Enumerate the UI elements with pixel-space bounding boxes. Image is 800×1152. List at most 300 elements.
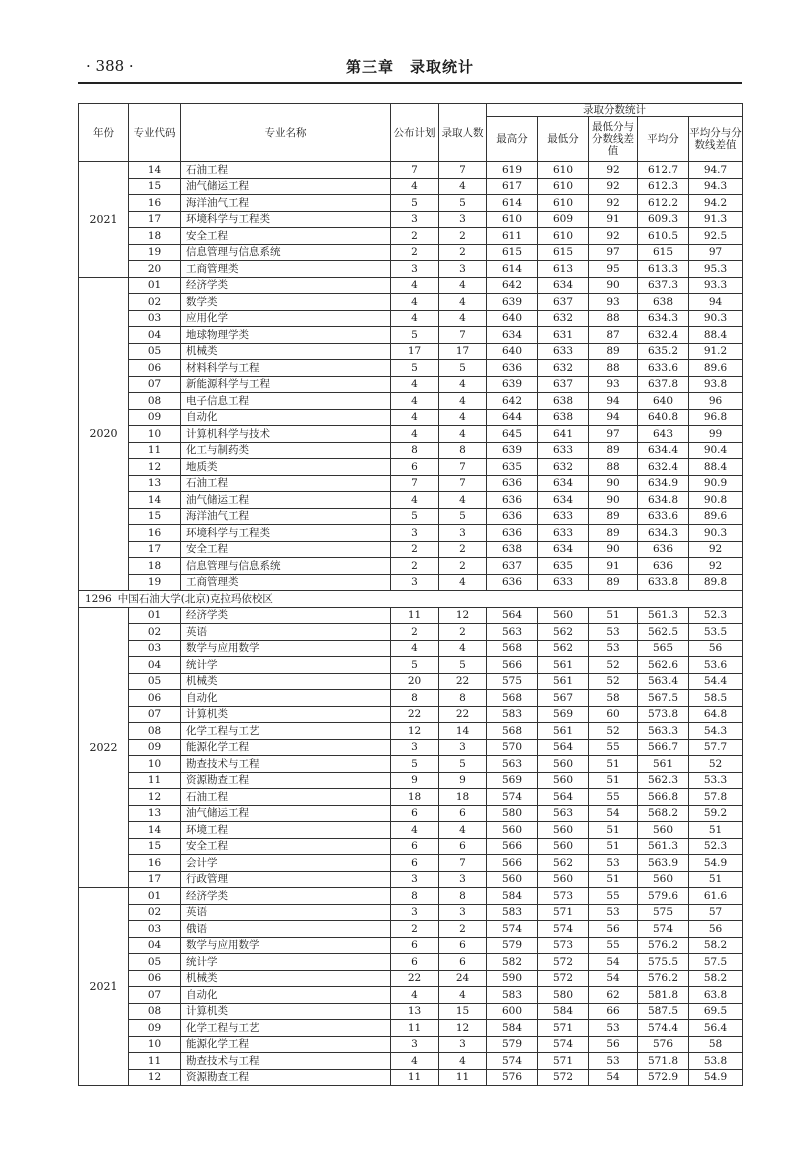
table-row <box>79 228 743 245</box>
major-code: 16 <box>129 855 181 872</box>
avg-diff: 52 <box>689 756 743 773</box>
major-name: 自动化 <box>181 987 391 1004</box>
major-name: 安全工程 <box>181 541 391 558</box>
min-score: 637 <box>538 376 589 393</box>
admitted-count: 7 <box>439 162 487 179</box>
major-name: 计算机科学与技术 <box>181 426 391 443</box>
table-row <box>79 871 743 888</box>
plan-count: 3 <box>391 525 439 542</box>
min-score: 571 <box>538 1053 589 1070</box>
major-code: 12 <box>129 459 181 476</box>
plan-count: 3 <box>391 904 439 921</box>
max-score: 637 <box>487 558 538 575</box>
max-score: 639 <box>487 442 538 459</box>
major-code: 03 <box>129 921 181 938</box>
max-score: 569 <box>487 772 538 789</box>
table-row <box>79 343 743 360</box>
min-diff: 93 <box>589 376 638 393</box>
plan-count: 22 <box>391 706 439 723</box>
table-row <box>79 310 743 327</box>
max-score: 582 <box>487 954 538 971</box>
min-score: 633 <box>538 525 589 542</box>
header-avg: 平均分 <box>638 117 689 162</box>
admitted-count: 4 <box>439 393 487 410</box>
table-row <box>79 855 743 872</box>
major-code: 15 <box>129 838 181 855</box>
major-name: 统计学 <box>181 954 391 971</box>
plan-count: 5 <box>391 508 439 525</box>
year-cell: 2020 <box>79 277 129 591</box>
min-score: 610 <box>538 178 589 195</box>
avg-diff: 53.3 <box>689 772 743 789</box>
header-min: 最低分 <box>538 117 589 162</box>
major-code: 10 <box>129 426 181 443</box>
admitted-count: 5 <box>439 360 487 377</box>
admitted-count: 6 <box>439 838 487 855</box>
min-diff: 93 <box>589 294 638 311</box>
avg-score: 634.3 <box>638 525 689 542</box>
table-row <box>79 492 743 509</box>
header-avg-diff: 平均分与分数线差值 <box>689 117 743 162</box>
header-year: 年份 <box>79 104 129 162</box>
admission-table-container <box>78 103 742 1086</box>
major-name: 英语 <box>181 904 391 921</box>
avg-score: 636 <box>638 541 689 558</box>
major-code: 06 <box>129 690 181 707</box>
max-score: 635 <box>487 459 538 476</box>
major-code: 01 <box>129 277 181 294</box>
min-score: 631 <box>538 327 589 344</box>
major-name: 油气储运工程 <box>181 492 391 509</box>
avg-diff: 51 <box>689 871 743 888</box>
table-row <box>79 822 743 839</box>
major-code: 15 <box>129 178 181 195</box>
avg-score: 568.2 <box>638 805 689 822</box>
min-score: 634 <box>538 541 589 558</box>
plan-count: 4 <box>391 178 439 195</box>
max-score: 614 <box>487 195 538 212</box>
major-code: 13 <box>129 475 181 492</box>
plan-count: 4 <box>391 822 439 839</box>
major-name: 能源化学工程 <box>181 1036 391 1053</box>
avg-score: 560 <box>638 822 689 839</box>
table-row <box>79 624 743 641</box>
max-score: 566 <box>487 838 538 855</box>
table-row <box>79 888 743 905</box>
min-score: 574 <box>538 921 589 938</box>
max-score: 611 <box>487 228 538 245</box>
max-score: 574 <box>487 921 538 938</box>
admitted-count: 2 <box>439 244 487 261</box>
min-diff: 89 <box>589 574 638 591</box>
min-diff: 91 <box>589 211 638 228</box>
university-section <box>79 591 743 608</box>
min-diff: 62 <box>589 987 638 1004</box>
admitted-count: 8 <box>439 442 487 459</box>
max-score: 636 <box>487 574 538 591</box>
admitted-count: 11 <box>439 1069 487 1086</box>
min-score: 574 <box>538 1036 589 1053</box>
min-score: 572 <box>538 954 589 971</box>
major-code: 01 <box>129 607 181 624</box>
avg-score: 561.3 <box>638 838 689 855</box>
max-score: 590 <box>487 970 538 987</box>
major-code: 06 <box>129 970 181 987</box>
min-diff: 52 <box>589 657 638 674</box>
admitted-count: 2 <box>439 624 487 641</box>
admitted-count: 4 <box>439 376 487 393</box>
avg-diff: 54.4 <box>689 673 743 690</box>
avg-score: 632.4 <box>638 459 689 476</box>
table-row <box>79 772 743 789</box>
admitted-count: 4 <box>439 574 487 591</box>
plan-count: 3 <box>391 739 439 756</box>
avg-diff: 53.6 <box>689 657 743 674</box>
major-code: 18 <box>129 228 181 245</box>
admitted-count: 3 <box>439 904 487 921</box>
admitted-count: 2 <box>439 228 487 245</box>
admitted-count: 3 <box>439 1036 487 1053</box>
min-diff: 51 <box>589 822 638 839</box>
admitted-count: 14 <box>439 723 487 740</box>
plan-count: 5 <box>391 657 439 674</box>
avg-diff: 57.7 <box>689 739 743 756</box>
avg-score: 579.6 <box>638 888 689 905</box>
admitted-count: 8 <box>439 690 487 707</box>
admitted-count: 17 <box>439 343 487 360</box>
min-diff: 51 <box>589 871 638 888</box>
table-row <box>79 970 743 987</box>
major-code: 17 <box>129 211 181 228</box>
table-row <box>79 690 743 707</box>
max-score: 563 <box>487 756 538 773</box>
major-code: 02 <box>129 624 181 641</box>
plan-count: 4 <box>391 492 439 509</box>
plan-count: 6 <box>391 459 439 476</box>
admitted-count: 4 <box>439 426 487 443</box>
min-score: 564 <box>538 739 589 756</box>
min-diff: 92 <box>589 178 638 195</box>
major-name: 石油工程 <box>181 789 391 806</box>
plan-count: 3 <box>391 1036 439 1053</box>
avg-diff: 58.2 <box>689 937 743 954</box>
min-score: 560 <box>538 871 589 888</box>
avg-diff: 56.4 <box>689 1020 743 1037</box>
plan-count: 17 <box>391 343 439 360</box>
min-diff: 54 <box>589 970 638 987</box>
min-diff: 56 <box>589 1036 638 1053</box>
avg-score: 635.2 <box>638 343 689 360</box>
header-major: 专业名称 <box>181 104 391 162</box>
major-name: 机械类 <box>181 970 391 987</box>
plan-count: 4 <box>391 640 439 657</box>
min-diff: 92 <box>589 195 638 212</box>
major-name: 机械类 <box>181 673 391 690</box>
major-name: 资源勘查工程 <box>181 772 391 789</box>
admitted-count: 6 <box>439 805 487 822</box>
major-code: 08 <box>129 723 181 740</box>
min-score: 637 <box>538 294 589 311</box>
avg-diff: 96.8 <box>689 409 743 426</box>
min-score: 641 <box>538 426 589 443</box>
table-row <box>79 277 743 294</box>
avg-score: 637.8 <box>638 376 689 393</box>
avg-diff: 56 <box>689 640 743 657</box>
min-score: 561 <box>538 657 589 674</box>
plan-count: 11 <box>391 1069 439 1086</box>
chapter-title: 第三章 录取统计 <box>345 58 474 76</box>
min-diff: 54 <box>589 805 638 822</box>
header-min-diff: 最低分与分数线差值 <box>589 117 638 162</box>
admitted-count: 5 <box>439 508 487 525</box>
admitted-count: 4 <box>439 310 487 327</box>
table-row <box>79 294 743 311</box>
max-score: 639 <box>487 376 538 393</box>
max-score: 563 <box>487 624 538 641</box>
max-score: 574 <box>487 1053 538 1070</box>
min-diff: 87 <box>589 327 638 344</box>
plan-count: 4 <box>391 393 439 410</box>
plan-count: 6 <box>391 855 439 872</box>
major-code: 12 <box>129 789 181 806</box>
university-cell <box>79 591 743 608</box>
avg-score: 566.8 <box>638 789 689 806</box>
min-diff: 53 <box>589 855 638 872</box>
major-name: 化工与制药类 <box>181 442 391 459</box>
avg-diff: 97 <box>689 244 743 261</box>
avg-score: 612.2 <box>638 195 689 212</box>
major-code: 11 <box>129 772 181 789</box>
major-name: 自动化 <box>181 690 391 707</box>
table-row <box>79 723 743 740</box>
max-score: 575 <box>487 673 538 690</box>
avg-score: 615 <box>638 244 689 261</box>
avg-score: 612.7 <box>638 162 689 179</box>
avg-diff: 94.7 <box>689 162 743 179</box>
plan-count: 5 <box>391 360 439 377</box>
avg-score: 575.5 <box>638 954 689 971</box>
admitted-count: 5 <box>439 756 487 773</box>
major-name: 油气储运工程 <box>181 178 391 195</box>
major-name: 勘查技术与工程 <box>181 756 391 773</box>
min-diff: 90 <box>589 492 638 509</box>
min-score: 584 <box>538 1003 589 1020</box>
plan-count: 3 <box>391 871 439 888</box>
min-score: 560 <box>538 772 589 789</box>
min-diff: 92 <box>589 228 638 245</box>
avg-diff: 54.3 <box>689 723 743 740</box>
avg-score: 561.3 <box>638 607 689 624</box>
avg-diff: 90.3 <box>689 310 743 327</box>
min-score: 633 <box>538 442 589 459</box>
plan-count: 8 <box>391 888 439 905</box>
major-code: 01 <box>129 888 181 905</box>
min-diff: 56 <box>589 921 638 938</box>
year-group <box>79 888 743 1086</box>
table-row <box>79 244 743 261</box>
major-code: 14 <box>129 822 181 839</box>
min-score: 571 <box>538 904 589 921</box>
avg-score: 561 <box>638 756 689 773</box>
min-diff: 66 <box>589 1003 638 1020</box>
major-name: 工商管理类 <box>181 261 391 278</box>
min-diff: 51 <box>589 756 638 773</box>
admission-statistics-table <box>78 103 743 1086</box>
major-code: 13 <box>129 805 181 822</box>
major-name: 勘查技术与工程 <box>181 1053 391 1070</box>
avg-diff: 93.8 <box>689 376 743 393</box>
plan-count: 7 <box>391 162 439 179</box>
admitted-count: 4 <box>439 178 487 195</box>
max-score: 579 <box>487 1036 538 1053</box>
avg-score: 633.6 <box>638 360 689 377</box>
avg-score: 574.4 <box>638 1020 689 1037</box>
max-score: 636 <box>487 525 538 542</box>
min-diff: 97 <box>589 244 638 261</box>
major-code: 11 <box>129 442 181 459</box>
min-score: 610 <box>538 195 589 212</box>
avg-diff: 88.4 <box>689 459 743 476</box>
min-score: 573 <box>538 888 589 905</box>
plan-count: 3 <box>391 261 439 278</box>
min-diff: 51 <box>589 607 638 624</box>
table-row <box>79 921 743 938</box>
avg-score: 634.9 <box>638 475 689 492</box>
major-name: 机械类 <box>181 343 391 360</box>
min-diff: 95 <box>589 261 638 278</box>
min-diff: 89 <box>589 525 638 542</box>
avg-diff: 93.3 <box>689 277 743 294</box>
major-name: 数学类 <box>181 294 391 311</box>
table-row <box>79 673 743 690</box>
admitted-count: 7 <box>439 475 487 492</box>
min-diff: 97 <box>589 426 638 443</box>
year-group <box>79 607 743 888</box>
table-row <box>79 541 743 558</box>
major-name: 石油工程 <box>181 475 391 492</box>
major-code: 07 <box>129 706 181 723</box>
min-diff: 88 <box>589 360 638 377</box>
major-code: 14 <box>129 492 181 509</box>
plan-count: 5 <box>391 195 439 212</box>
admitted-count: 2 <box>439 558 487 575</box>
avg-diff: 69.5 <box>689 1003 743 1020</box>
major-name: 地球物理学类 <box>181 327 391 344</box>
min-diff: 89 <box>589 442 638 459</box>
header-max: 最高分 <box>487 117 538 162</box>
min-diff: 91 <box>589 558 638 575</box>
avg-diff: 94.3 <box>689 178 743 195</box>
table-row <box>79 1069 743 1086</box>
plan-count: 22 <box>391 970 439 987</box>
avg-score: 575 <box>638 904 689 921</box>
admitted-count: 4 <box>439 822 487 839</box>
min-score: 569 <box>538 706 589 723</box>
avg-diff: 54.9 <box>689 1069 743 1086</box>
university-code: 1296 <box>85 592 112 605</box>
major-code: 09 <box>129 1020 181 1037</box>
table-row <box>79 657 743 674</box>
table-row <box>79 261 743 278</box>
avg-diff: 58 <box>689 1036 743 1053</box>
avg-score: 573.8 <box>638 706 689 723</box>
table-row <box>79 558 743 575</box>
admitted-count: 7 <box>439 327 487 344</box>
admitted-count: 4 <box>439 492 487 509</box>
major-name: 地质类 <box>181 459 391 476</box>
max-score: 566 <box>487 657 538 674</box>
major-code: 03 <box>129 310 181 327</box>
admitted-count: 8 <box>439 888 487 905</box>
admitted-count: 7 <box>439 459 487 476</box>
plan-count: 3 <box>391 211 439 228</box>
avg-score: 634.3 <box>638 310 689 327</box>
table-row <box>79 706 743 723</box>
admitted-count: 4 <box>439 640 487 657</box>
admitted-count: 4 <box>439 1053 487 1070</box>
major-name: 海洋油气工程 <box>181 508 391 525</box>
min-score: 634 <box>538 475 589 492</box>
admitted-count: 4 <box>439 409 487 426</box>
table-row <box>79 211 743 228</box>
avg-diff: 92 <box>689 558 743 575</box>
major-code: 16 <box>129 195 181 212</box>
plan-count: 5 <box>391 756 439 773</box>
major-name: 海洋油气工程 <box>181 195 391 212</box>
avg-diff: 61.6 <box>689 888 743 905</box>
plan-count: 4 <box>391 426 439 443</box>
header-code: 专业代码 <box>129 104 181 162</box>
plan-count: 2 <box>391 541 439 558</box>
major-code: 09 <box>129 739 181 756</box>
avg-score: 567.5 <box>638 690 689 707</box>
plan-count: 4 <box>391 1053 439 1070</box>
max-score: 568 <box>487 640 538 657</box>
plan-count: 4 <box>391 409 439 426</box>
min-score: 633 <box>538 343 589 360</box>
header-plan: 公布计划 <box>391 104 439 162</box>
avg-score: 609.3 <box>638 211 689 228</box>
min-diff: 53 <box>589 904 638 921</box>
min-score: 634 <box>538 277 589 294</box>
min-score: 634 <box>538 492 589 509</box>
admitted-count: 4 <box>439 987 487 1004</box>
table-row <box>79 805 743 822</box>
major-code: 11 <box>129 1053 181 1070</box>
avg-diff: 91.3 <box>689 211 743 228</box>
avg-diff: 88.4 <box>689 327 743 344</box>
table-row <box>79 393 743 410</box>
major-code: 17 <box>129 541 181 558</box>
admitted-count: 24 <box>439 970 487 987</box>
max-score: 583 <box>487 706 538 723</box>
admitted-count: 22 <box>439 706 487 723</box>
min-score: 610 <box>538 162 589 179</box>
max-score: 639 <box>487 294 538 311</box>
min-score: 633 <box>538 508 589 525</box>
max-score: 576 <box>487 1069 538 1086</box>
avg-score: 587.5 <box>638 1003 689 1020</box>
avg-diff: 89.8 <box>689 574 743 591</box>
major-code: 05 <box>129 343 181 360</box>
plan-count: 11 <box>391 1020 439 1037</box>
major-name: 油气储运工程 <box>181 805 391 822</box>
avg-diff: 90.3 <box>689 525 743 542</box>
table-row <box>79 178 743 195</box>
admitted-count: 18 <box>439 789 487 806</box>
plan-count: 3 <box>391 574 439 591</box>
min-diff: 53 <box>589 624 638 641</box>
